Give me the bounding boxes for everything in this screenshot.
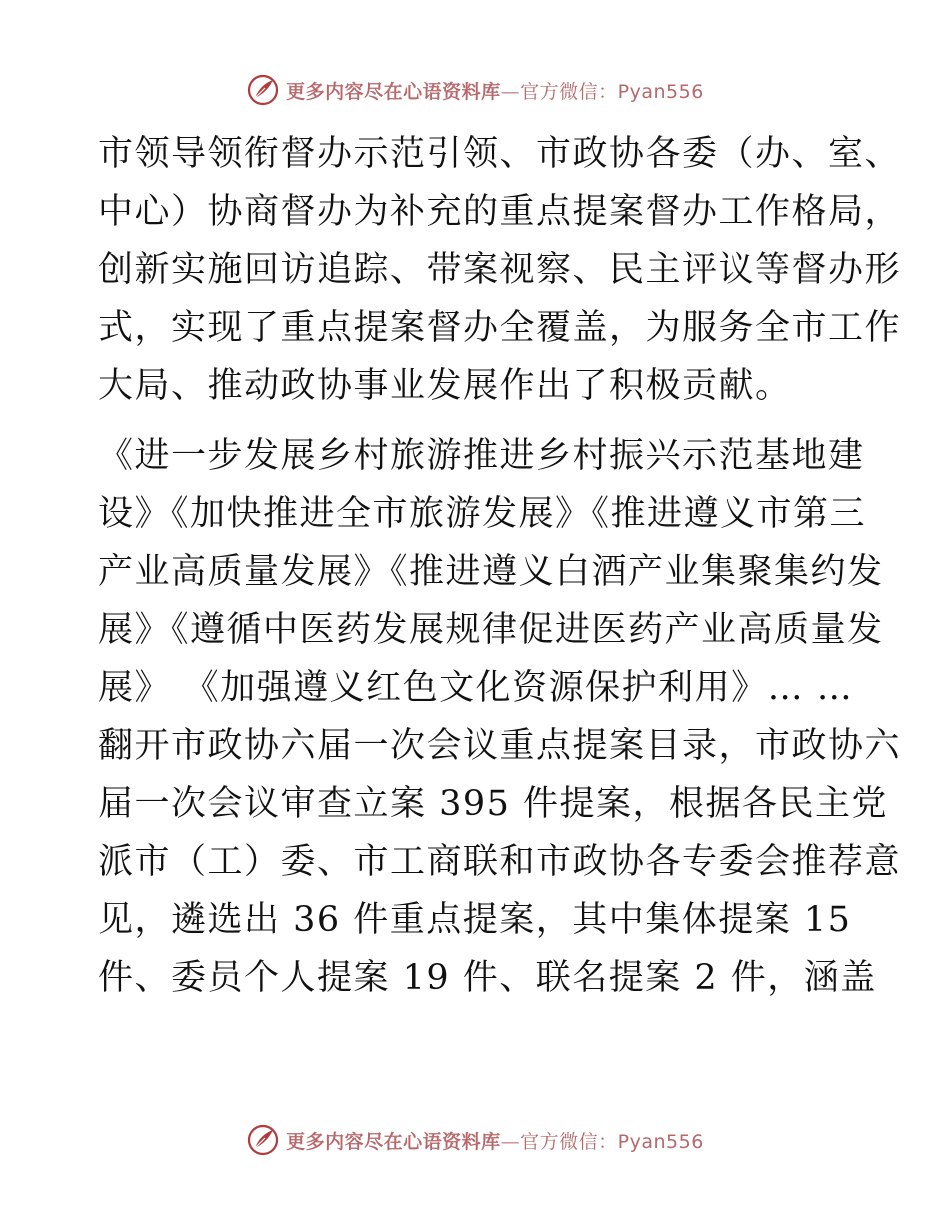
text-line: 件、委员个人提案 19 件、联名提案 2 件，涵盖 (98, 958, 877, 998)
feather-logo-icon (246, 1123, 280, 1157)
text-line: 大局、推动政协事业发展作出了积极贡献。 (98, 366, 792, 406)
text-line: 《进一步发展乡村旅游推进乡村振兴示范基地建 (98, 436, 865, 476)
banner-text: 更多内容尽在心语资料库—官方微信：Pyan556 (286, 80, 704, 103)
text-line: 创新实施回访追踪、带案视察、民主评议等督办形 (98, 250, 902, 290)
text-line: 式，实现了重点提案督办全覆盖，为服务全市工作 (98, 308, 902, 348)
text-line: 派市（工）委、市工商联和市政协各专委会推荐意 (98, 842, 902, 882)
paragraph-1 (98, 125, 902, 415)
document-body (98, 125, 902, 1007)
text-line: 届一次会议审查立案 395 件提案，根据各民主党 (98, 784, 889, 824)
text-line: 中心）协商督办为补充的重点提案督办工作格局， (98, 192, 902, 232)
text-line: 展》《遵循中医药发展规律促进医药产业高质量发 (98, 610, 884, 650)
feather-logo-icon (246, 73, 280, 107)
text-line: 设》《加快推进全市旅游发展》《推进遵义市第三 (98, 494, 867, 534)
text-line: 产业高质量发展》《推进遵义白酒产业集聚集约发 (98, 552, 884, 592)
header-banner (0, 70, 950, 110)
text-line: 展》 《加强遵义红色文化资源保护利用》… … (98, 668, 854, 708)
paragraph-2 (98, 427, 902, 1007)
banner-text: 更多内容尽在心语资料库—官方微信：Pyan556 (286, 1130, 704, 1153)
footer-banner (0, 1120, 950, 1160)
text-line: 市领导领衔督办示范引领、市政协各委（办、室、 (98, 134, 902, 174)
text-line: 翻开市政协六届一次会议重点提案目录，市政协六 (98, 726, 902, 766)
text-line: 见，遴选出 36 件重点提案，其中集体提案 15 (98, 900, 852, 940)
